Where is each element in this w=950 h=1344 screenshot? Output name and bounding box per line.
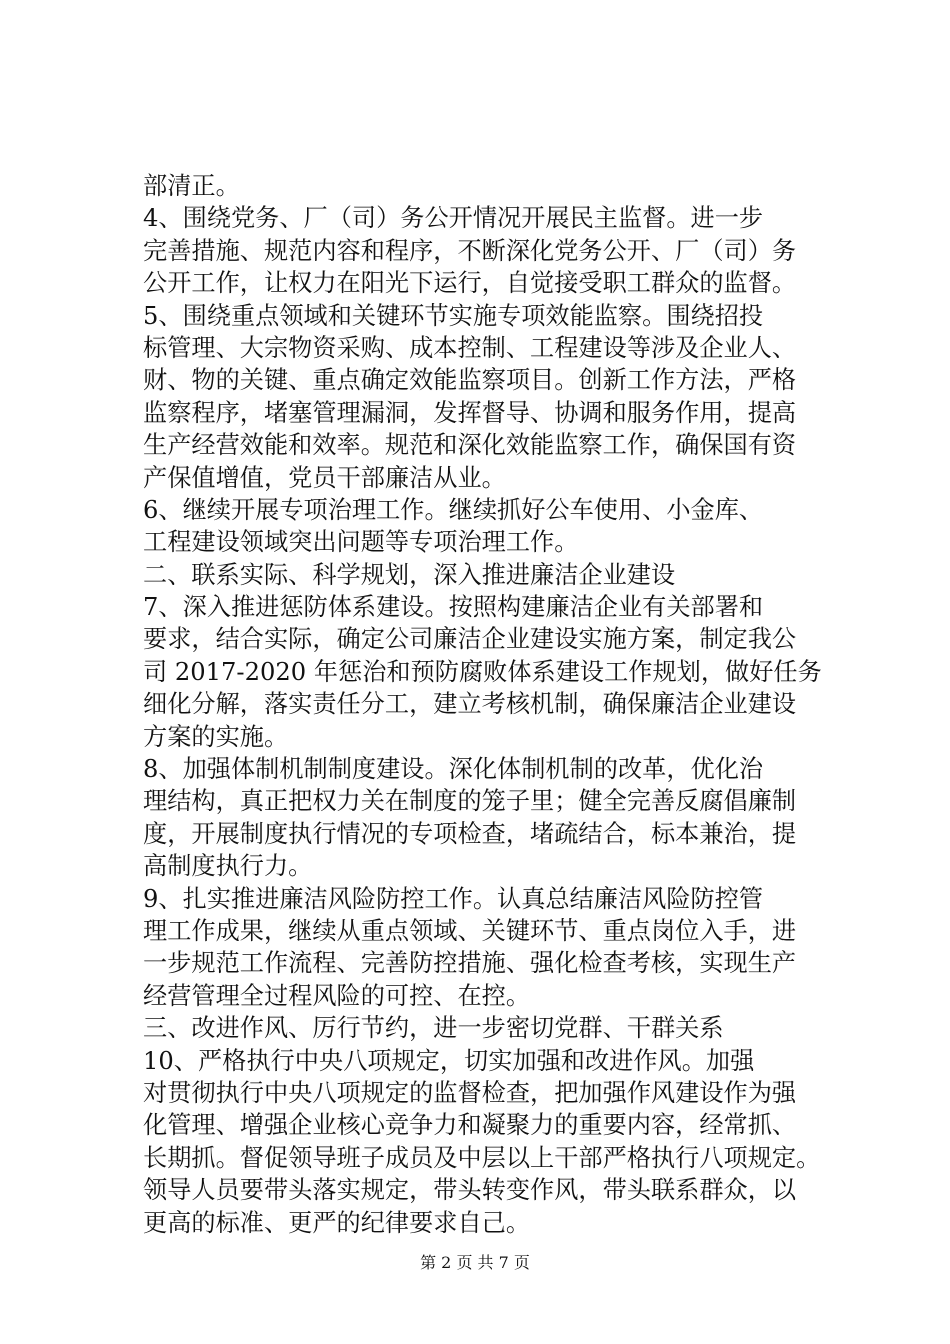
text-line: 更高的标准、更严的纪律要求自己。 — [143, 1208, 531, 1237]
section-heading: 三、改进作风、厉行节约，进一步密切党群、干群关系 — [143, 1014, 724, 1043]
text-line: 高制度执行力。 — [143, 852, 313, 881]
text-line: 标管理、大宗物资采购、成本控制、工程建设等涉及企业人、 — [143, 333, 797, 362]
text-line: 一步规范工作流程、完善防控措施、强化检查考核，实现生产 — [143, 949, 797, 978]
page-number-footer: 第 2 页 共 7 页 — [420, 1253, 530, 1272]
text-line: 工程建设领域突出问题等专项治理工作。 — [143, 528, 579, 557]
text-line: 化管理、增强企业核心竞争力和凝聚力的重要内容，经常抓、 — [143, 1111, 797, 1140]
text-line: 度，开展制度执行情况的专项检查，堵疏结合，标本兼治，提 — [143, 819, 797, 848]
text-line: 9、扎实推进廉洁风险防控工作。认真总结廉洁风险防控管 — [143, 884, 764, 913]
text-line: 公开工作，让权力在阳光下运行，自觉接受职工群众的监督。 — [143, 269, 797, 298]
text-line: 细化分解，落实责任分工，建立考核机制，确保廉洁企业建设 — [143, 690, 797, 719]
text-line: 要求，结合实际，确定公司廉洁企业建设实施方案，制定我公 — [143, 625, 797, 654]
text-line: 监察程序，堵塞管理漏洞，发挥督导、协调和服务作用，提高 — [143, 398, 797, 427]
text-line: 7、深入推进惩防体系建设。按照构建廉洁企业有关部署和 — [143, 593, 764, 622]
text-line: 方案的实施。 — [143, 722, 289, 751]
section-heading: 二、联系实际、科学规划，深入推进廉洁企业建设 — [143, 560, 676, 589]
text-line: 领导人员要带头落实规定，带头转变作风，带头联系群众，以 — [143, 1176, 797, 1205]
text-line: 长期抓。督促领导班子成员及中层以上干部严格执行八项规定。 — [143, 1143, 821, 1172]
text-line: 部清正。 — [143, 172, 240, 200]
text-line: 对贯彻执行中央八项规定的监督检查，把加强作风建设作为强 — [143, 1078, 797, 1107]
text-line: 司 2017-2020 年惩治和预防腐败体系建设工作规划，做好任务 — [143, 657, 822, 686]
text-line: 完善措施、规范内容和程序，不断深化党务公开、厂（司）务 — [143, 236, 797, 265]
text-line: 6、继续开展专项治理工作。继续抓好公车使用、小金库、 — [143, 495, 764, 524]
text-line: 理工作成果，继续从重点领域、关键环节、重点岗位入手，进 — [143, 916, 797, 945]
text-line: 财、物的关键、重点确定效能监察项目。创新工作方法，严格 — [143, 366, 797, 395]
text-line: 5、围绕重点领域和关键环节实施专项效能监察。围绕招投 — [143, 301, 764, 330]
text-line: 经营管理全过程风险的可控、在控。 — [143, 981, 531, 1010]
text-line: 4、围绕党务、厂（司）务公开情况开展民主监督。进一步 — [143, 204, 764, 233]
text-line: 生产经营效能和效率。规范和深化效能监察工作，确保国有资 — [143, 431, 797, 460]
text-line: 产保值增值，党员干部廉洁从业。 — [143, 463, 506, 492]
text-line: 理结构，真正把权力关在制度的笼子里；健全完善反腐倡廉制 — [143, 787, 797, 816]
document-body — [143, 170, 843, 1239]
text-line: 8、加强体制机制制度建设。深化体制机制的改革，优化治 — [143, 755, 764, 784]
text-line: 10、严格执行中央八项规定，切实加强和改进作风。加强 — [143, 1046, 755, 1075]
